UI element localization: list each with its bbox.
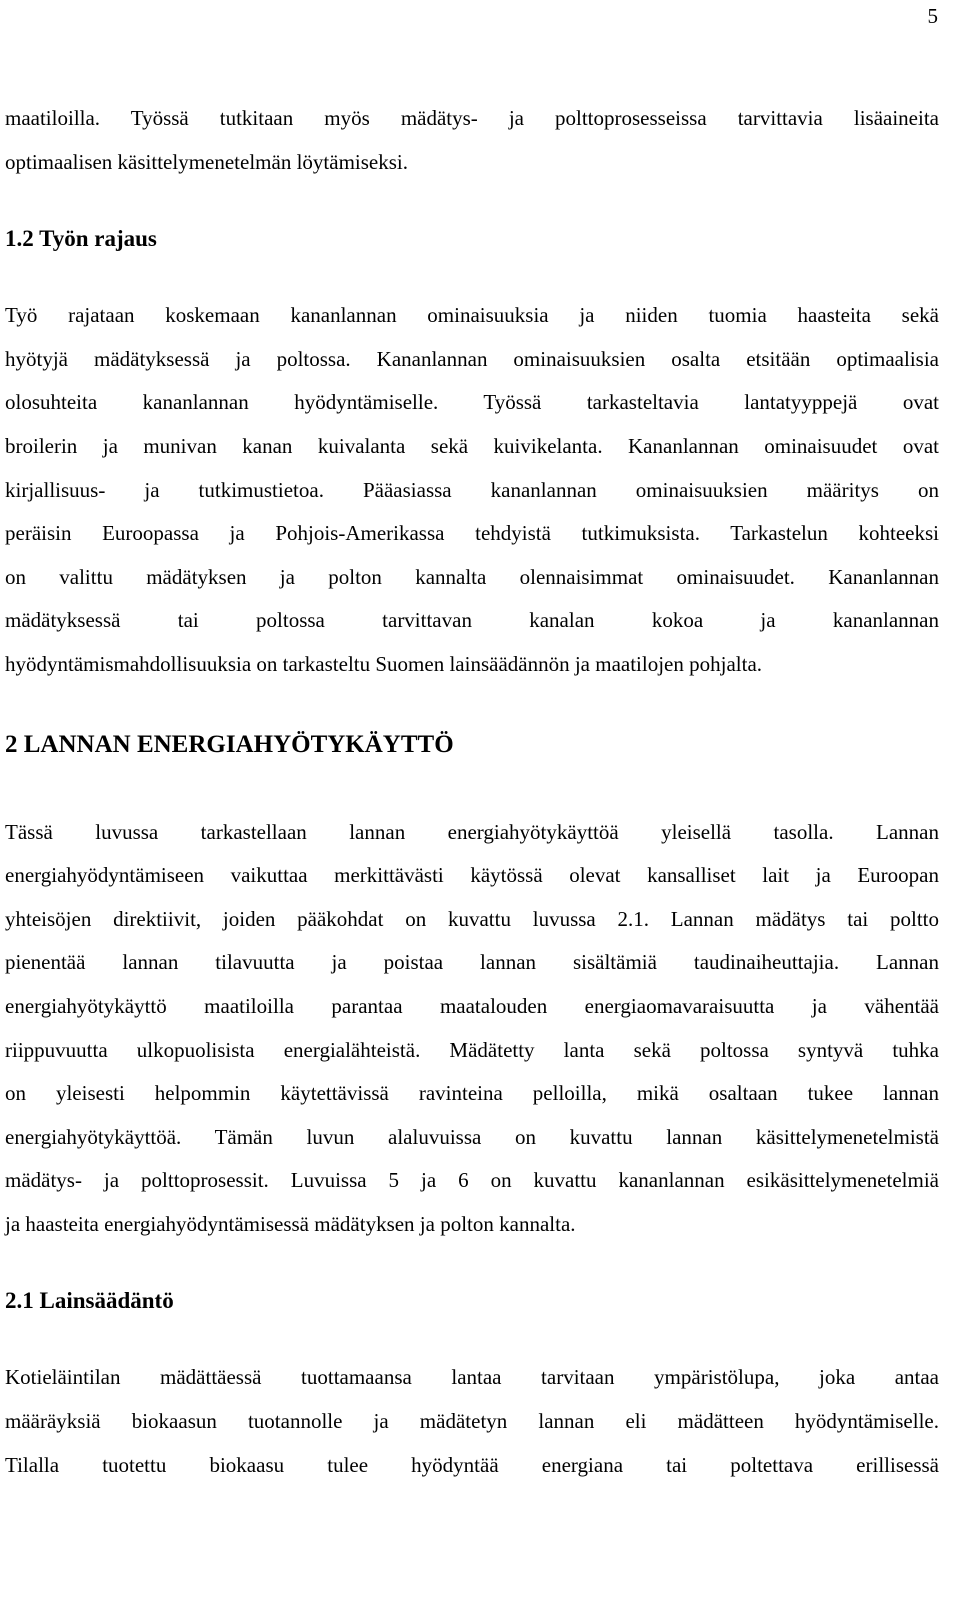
- text-line: energiahyödyntämiseen vaikuttaa merkittävästi käytössä olevat kansalliset lait ja Euroopan: [5, 863, 939, 888]
- text-line: Tilalla tuotettu biokaasu tulee hyödyntää energiana tai poltettava erillisessä: [5, 1452, 939, 1477]
- section-heading-2-1: 2.1 Lainsäädäntö: [5, 1288, 174, 1314]
- text-line: on valittu mädätyksen ja polton kannalta olennaisimmat ominaisuudet. Kananlannan: [5, 564, 939, 589]
- text-line: ja haasteita energiahyödyntämisessä mädätyksen ja polton kannalta.: [5, 1211, 576, 1236]
- text-line: energiahyötykäyttöä. Tämän luvun alaluvuissa on kuvattu lannan käsittelymenetelmistä: [5, 1124, 939, 1149]
- text-line: olosuhteita kananlannan hyödyntämiselle. Työssä tarkasteltavia lantatyyppejä ovat: [5, 390, 939, 415]
- text-line: optimaalisen käsittelymenetelmän löytämiseksi.: [5, 149, 408, 174]
- text-line: maatiloilla. Työssä tutkitaan myös mädätys- ja polttoprosesseissa tarvittavia lisäaineita: [5, 106, 939, 130]
- text-line: kirjallisuus- ja tutkimustietoa. Pääasiassa kananlannan ominaisuuksien määritys on: [5, 477, 939, 502]
- section-1-2-paragraph: [5, 294, 939, 686]
- text-line: Kotieläintilan mädättäessä tuottamaansa lantaa tarvitaan ympäristölupa, joka antaa: [5, 1365, 939, 1390]
- text-line: peräisin Euroopassa ja Pohjois-Amerikassa tehdyistä tutkimuksista. Tarkastelun kohteeksi: [5, 521, 939, 546]
- document-body: [5, 97, 939, 1487]
- chapter-2-paragraph: [5, 811, 939, 1247]
- text-line: mädätys- ja polttoprosessit. Luvuissa 5 ja 6 on kuvattu kananlannan esikäsittelymenetelmiä: [5, 1168, 939, 1193]
- text-line: Työ rajataan koskemaan kananlannan ominaisuuksia ja niiden tuomia haasteita sekä: [5, 303, 939, 328]
- text-line: Tässä luvussa tarkastellaan lannan energiahyötykäyttöä yleisellä tasolla. Lannan: [5, 819, 939, 844]
- text-line: broilerin ja munivan kanan kuivalanta sekä kuivikelanta. Kananlannan ominaisuudet ovat: [5, 433, 939, 458]
- text-line: energiahyötykäyttö maatiloilla parantaa maatalouden energiaomavaraisuutta ja vähentää: [5, 993, 939, 1018]
- text-line: on yleisesti helpommin käytettävissä ravinteina pelloilla, mikä osaltaan tukee lannan: [5, 1081, 939, 1106]
- chapter-heading-2: 2 LANNAN ENERGIAHYÖTYKÄYTTÖ: [5, 730, 454, 758]
- section-2-1-paragraph: [5, 1356, 939, 1487]
- intro-paragraph: [5, 97, 939, 184]
- text-line: hyötyjä mädätyksessä ja poltossa. Kananlannan ominaisuuksien osalta etsitään optimaalisia: [5, 346, 939, 371]
- section-heading-1-2: 1.2 Työn rajaus: [5, 226, 157, 252]
- text-line: mädätyksessä tai poltossa tarvittavan kanalan kokoa ja kananlannan: [5, 608, 939, 633]
- text-line: määräyksiä biokaasun tuotannolle ja mädätetyn lannan eli mädätteen hyödyntämiselle.: [5, 1409, 939, 1434]
- page-number: 5: [927, 4, 938, 28]
- text-line: pienentää lannan tilavuutta ja poistaa lannan sisältämiä taudinaiheuttajia. Lannan: [5, 950, 939, 975]
- text-line: hyödyntämismahdollisuuksia on tarkasteltu Suomen lainsäädännön ja maatilojen pohjalta.: [5, 651, 763, 676]
- text-line: yhteisöjen direktiivit, joiden pääkohdat on kuvattu luvussa 2.1. Lannan mädätys tai poltto: [5, 906, 939, 931]
- text-line: riippuvuutta ulkopuolisista energialähteistä. Mädätetty lanta sekä poltossa syntyvä tuhka: [5, 1037, 939, 1062]
